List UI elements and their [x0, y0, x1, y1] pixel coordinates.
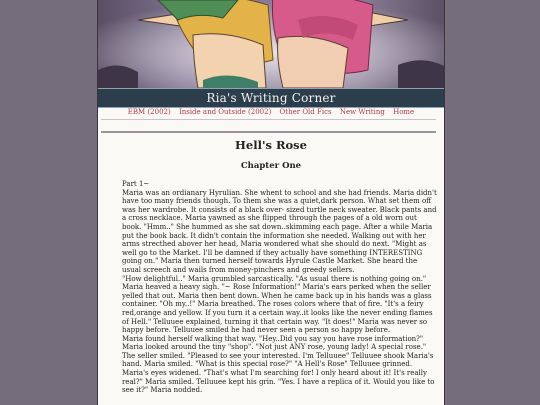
story-title: Hell's Rose [235, 138, 307, 152]
nav-link-other-old-fics[interactable]: Other Old Fics [279, 108, 332, 116]
header-banner-art [98, 0, 444, 88]
site-title: Ria's Writing Corner [98, 88, 444, 108]
page-container [97, 0, 445, 405]
banner-illustration [98, 0, 444, 88]
nav-link-inside-and-outside[interactable]: Inside and Outside (2002) [178, 108, 272, 116]
story-paragraph: "How delightful.." Maria grumbled sarcastically. "As usual there is nothing going on." Maria heaved a heavy sigh. "~ Rose Information!" Maria's ears perked when the seller yelled that out. Maria then bent down. When he came back up in his hands was a glass container. "Oh my..!" Maria breathed. The roses colors where that of fire. "It's a feiry red,orange and yellow. If you turn it a certain way..it looks like the never ending flames of Hell." Telluuee explained, turning it that certain way. "It does!" Maria was never so happy before. Telluuee smiled he had never seen a person so happy before. [122, 274, 433, 335]
nav-link-new-writing[interactable]: New Writing [339, 108, 385, 116]
story-paragraph: Maria was an ordianary Hyrulian. She whent to school and she had friends. Maria didn't have too many friends though. To them she was a quiet,dark person. What set them off was her wardrobe. It consists of a black over- sized turtle neck sweater. Black pants and a cross necklace. Maria yawned as she flipped through the pages of a old worn out book. "Hmm.." She hummed as she sat down..skimming each page. After a while Maria put the book back. It didn't contain the information she needed. Walking out with her arms strecthed abover her head, Maria wondered what she should do next. "Might as well go to the Market. I'll be damned if they actually have something INTERESTING going on." Maria then turned herself towards Hyrule Castle Market. She heard the usual screech and wails from money-pinchers and greedy sellers. [122, 188, 437, 274]
divider [101, 131, 436, 133]
story-paragraph: Part 1~ [122, 180, 150, 188]
nav-link-home[interactable]: Home [393, 108, 415, 116]
story-paragraph: Maria found herself walking that way. "Hey..Did you say you have rose information?" Maria looked around the tiny "shop". "Not just ANY rose, young lady! A special rose." The seller smiled. "Pleased to see your interested. I'm Telluuee" Telluuee shook Maria's hand. Maria smiled. "What is this special rose?" "A Hell's Rose" Telluuee grinned. Maria's eyes widened. "That's what I'm searching for! I only heard about it! It's really real?" Maria smiled. Telluuee kept his grin. "Yes. I have a replica of it. Would you like to see it?" Maria nodded. [122, 334, 435, 395]
nav-bar [98, 107, 444, 118]
chapter-heading: Chapter One [240, 161, 302, 171]
story-body [122, 180, 438, 395]
divider [101, 119, 436, 120]
nav-link-ebm-2002[interactable]: EBM (2002) [127, 108, 171, 116]
